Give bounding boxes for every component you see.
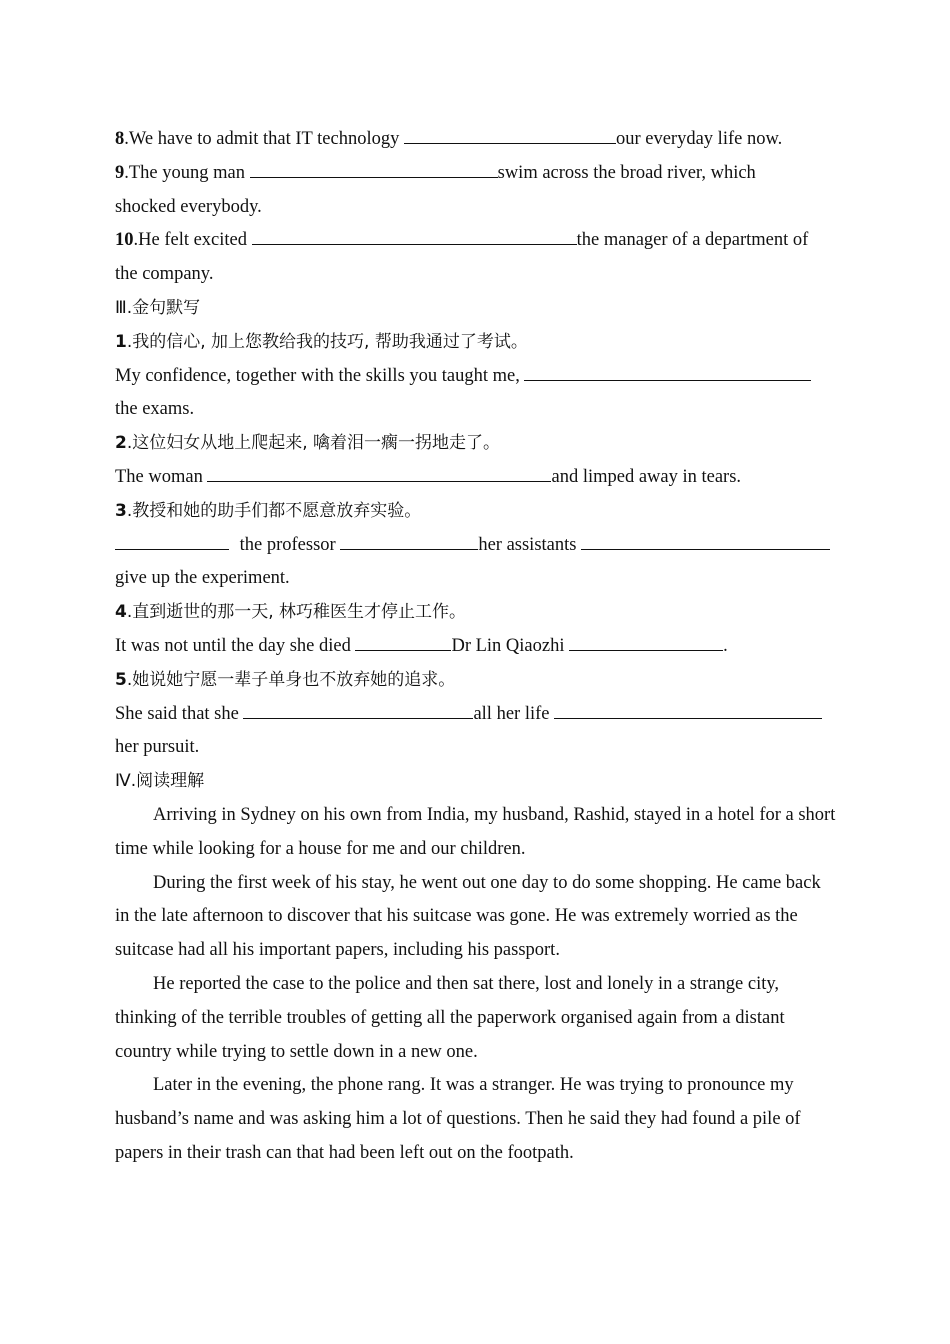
fill-item-10 [115, 224, 837, 258]
item-chinese: .我的信心, 加上您教给我的技巧, 帮助我通过了考试。 [126, 331, 528, 352]
item-number: 4 [115, 602, 127, 623]
item-text: The woman [115, 466, 208, 487]
s3-item-3-chinese [115, 495, 837, 529]
reading-paragraph-3: He reported the case to the police and then sat there, lost and lonely in a strange city, thinking of the terrible troubles of getting all the paperwork organised again from a distant country while trying to settle down in a new one. [115, 973, 785, 1062]
s3-item-1-chinese [115, 326, 837, 360]
reading-paragraph-2: During the first week of his stay, he went out one day to do some shopping. He came back in the late afternoon to discover that his suitcase was gone. He was extremely worried as the suitcase had all his important papers, including his passport. [115, 872, 821, 961]
answer-blank[interactable] [115, 534, 229, 550]
item-number: 3 [115, 500, 127, 521]
item-text: .He felt excited [133, 230, 252, 251]
item-chinese: .教授和她的助手们都不愿意放弃实验。 [126, 500, 422, 521]
fill-item-9 [115, 157, 837, 191]
item-text: and limped away in tears. [551, 466, 742, 487]
item-text: .We have to admit that IT technology [124, 129, 404, 149]
fill-item-8 [115, 123, 837, 157]
s3-item-2-english [115, 461, 837, 495]
fill-item-10-cont: the company. [115, 264, 214, 285]
s3-item-3-english [115, 529, 837, 563]
item-text: My confidence, together with the skills you taught me, [115, 365, 525, 386]
s3-item-5-cont: her pursuit. [115, 737, 200, 758]
item-number: 5 [115, 669, 127, 690]
item-text: .The young man [124, 162, 250, 183]
answer-blank[interactable] [243, 703, 473, 719]
answer-blank[interactable] [524, 365, 811, 381]
item-number: 2 [115, 433, 127, 454]
item-text: She said that she [115, 703, 244, 724]
answer-blank[interactable] [569, 635, 723, 651]
answer-blank[interactable] [404, 128, 616, 144]
s3-item-1-cont: the exams. [115, 399, 195, 420]
answer-blank[interactable] [581, 534, 830, 550]
reading-paragraph-4: Later in the evening, the phone rang. It was a stranger. He was trying to pronounce my husband’s name and was asking him a lot of questions. Then he said they had found a pile of papers in their trash can that had been left out on the footpath. [115, 1075, 801, 1163]
s3-item-4-chinese [115, 596, 837, 630]
answer-blank[interactable] [554, 703, 822, 719]
item-number: 10 [115, 230, 134, 251]
item-chinese: .这位妇女从地上爬起来, 噙着泪一瘸一拐地走了。 [126, 433, 501, 454]
item-number: 1 [115, 331, 127, 352]
item-text: her assistants [478, 534, 582, 555]
answer-blank[interactable] [340, 534, 478, 550]
answer-blank[interactable] [250, 162, 498, 178]
item-text: all her life [473, 703, 555, 724]
item-text: swim across the broad river, which [497, 162, 756, 183]
s3-item-1-english [115, 360, 837, 394]
s3-item-3-cont: give up the experiment. [115, 568, 290, 589]
s3-item-2-chinese [115, 427, 837, 461]
s3-item-4-english [115, 630, 837, 664]
answer-blank[interactable] [207, 466, 551, 482]
worksheet-page [115, 123, 837, 1171]
item-text: . [723, 635, 728, 656]
item-chinese: .她说她宁愿一辈子单身也不放弃她的追求。 [126, 669, 456, 690]
answer-blank[interactable] [252, 229, 577, 245]
item-number: 8 [115, 129, 125, 149]
s3-item-5-chinese [115, 664, 837, 698]
section-3-title: Ⅲ.金句默写 [115, 297, 201, 318]
section-4-title: Ⅳ.阅读理解 [115, 771, 205, 792]
item-text: our everyday life now. [615, 129, 783, 149]
reading-paragraph-1: Arriving in Sydney on his own from India, my husband, Rashid, stayed in a hotel for a short time while looking for a house for me and our children. [115, 804, 836, 859]
s3-item-5-english [115, 698, 837, 732]
item-number: 9 [115, 162, 125, 183]
item-text: Dr Lin Qiaozhi [451, 635, 570, 656]
item-text: It was not until the day she died [115, 635, 356, 656]
item-text: the professor [235, 534, 341, 555]
item-chinese: .直到逝世的那一天, 林巧稚医生才停止工作。 [126, 602, 467, 623]
fill-item-9-cont: shocked everybody. [115, 196, 262, 217]
answer-blank[interactable] [355, 635, 451, 651]
item-text: the manager of a department of [576, 230, 809, 251]
